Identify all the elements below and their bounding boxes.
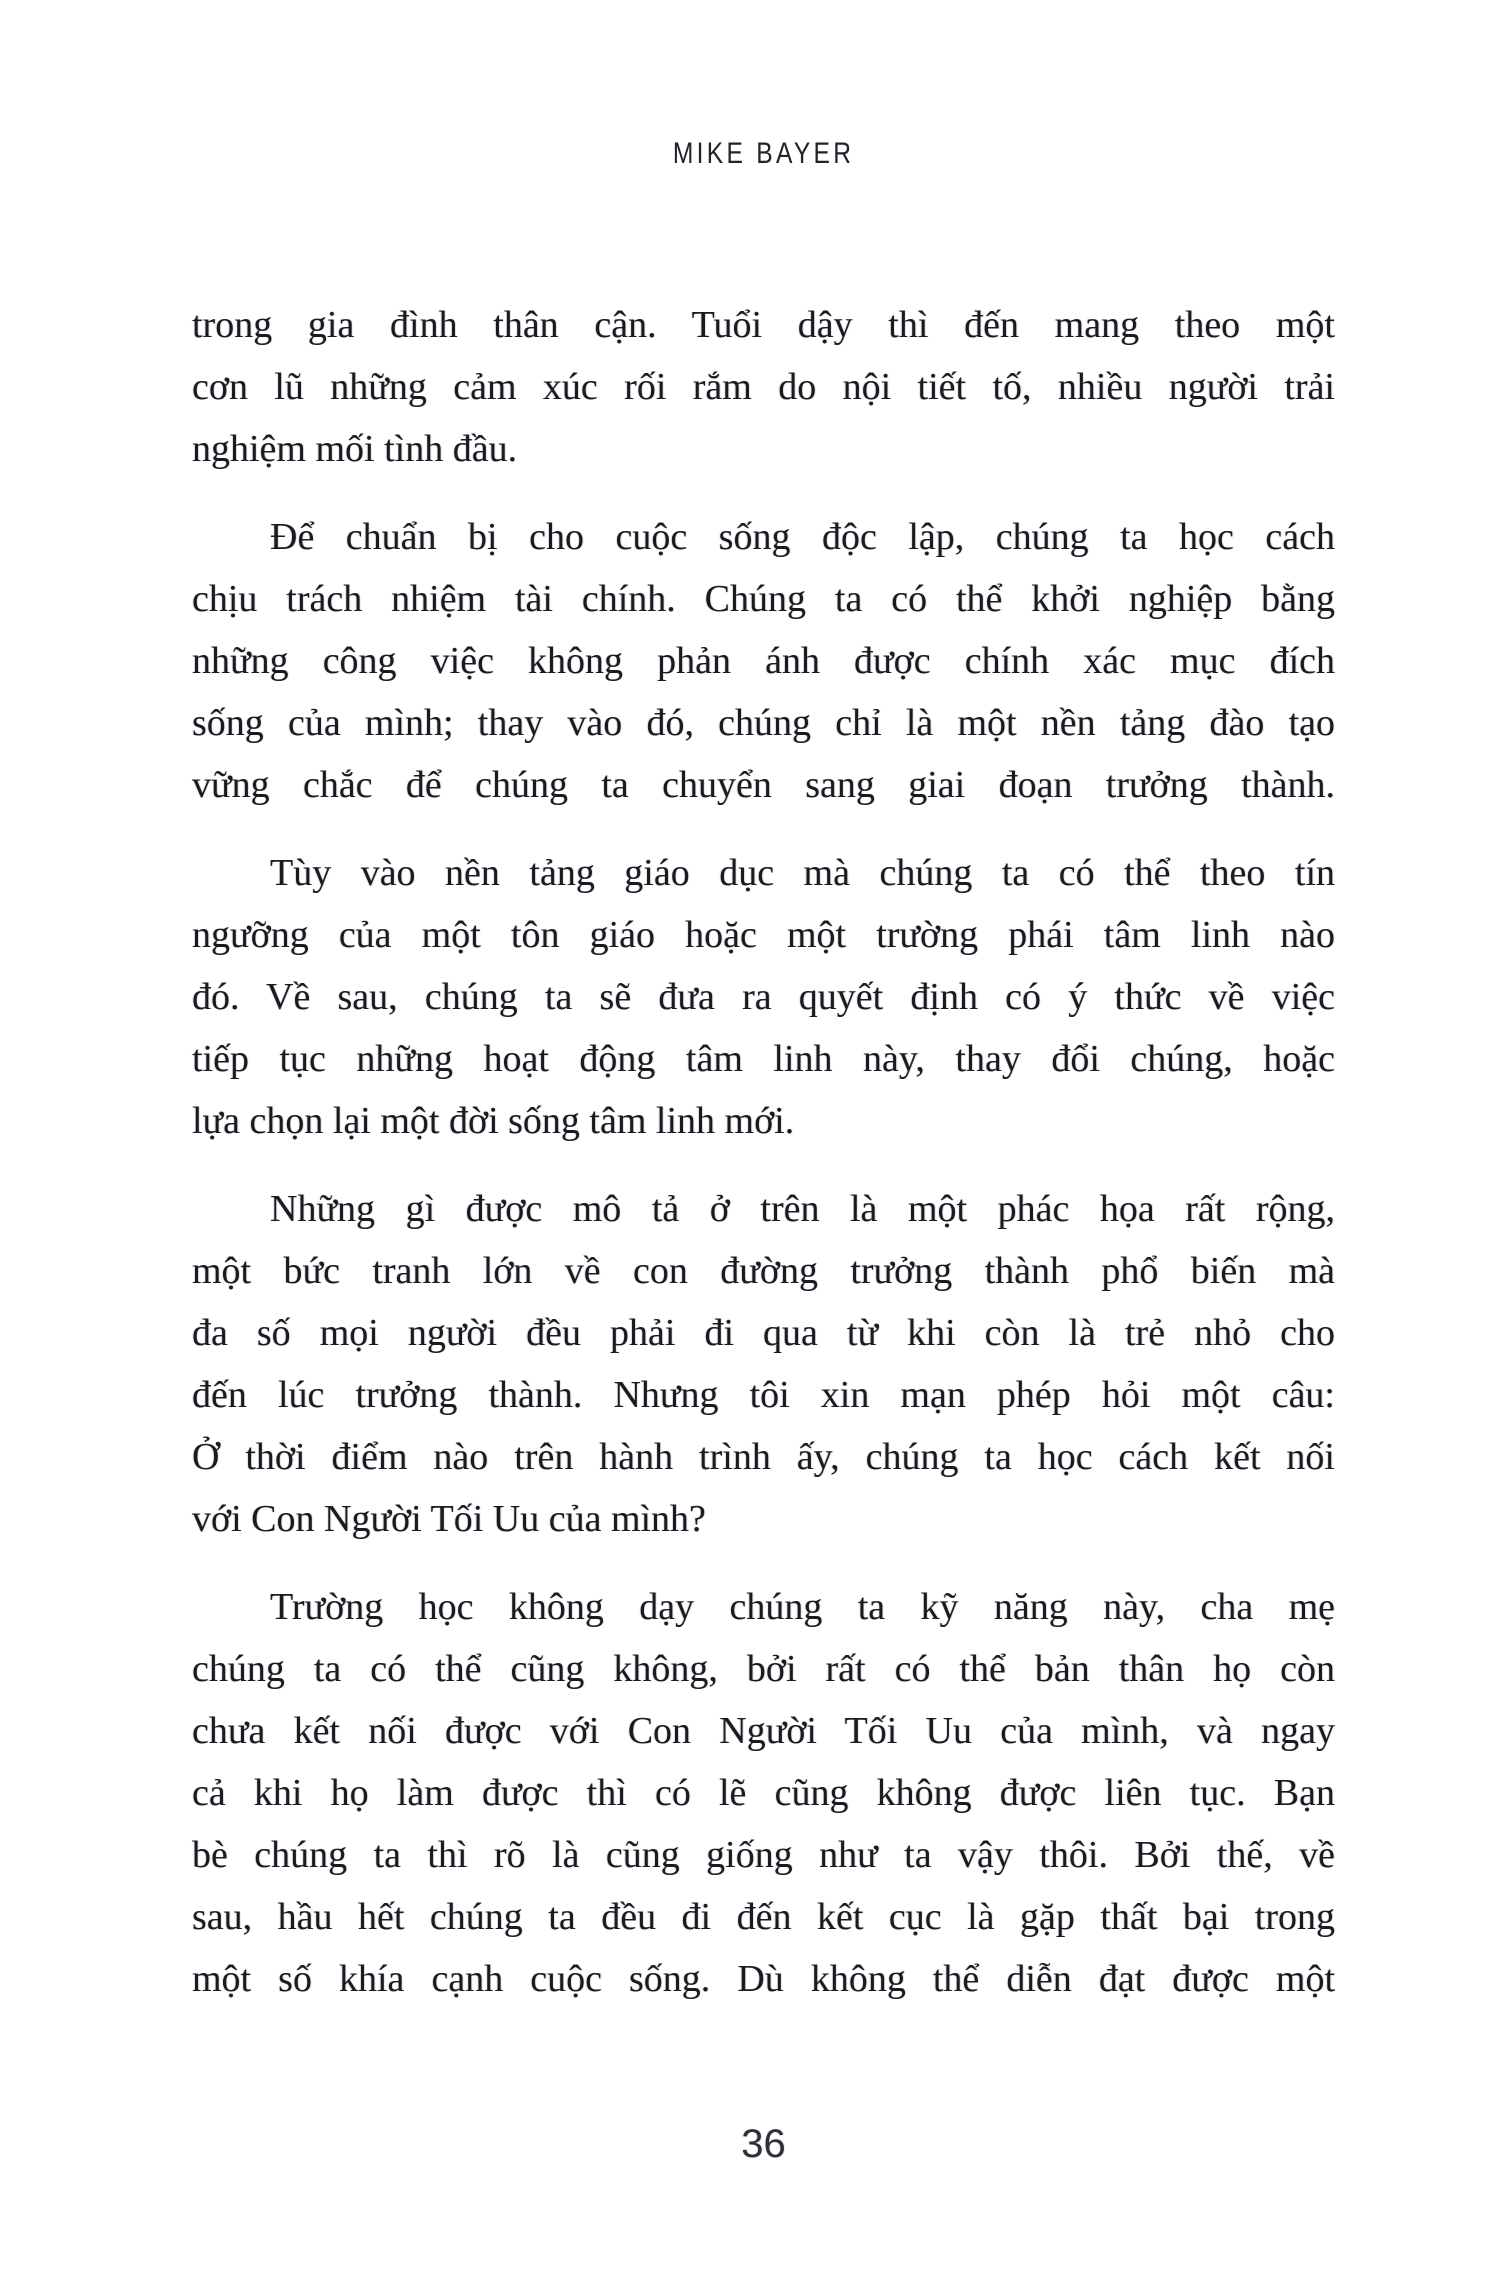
text-line: sống của mình; thay vào đó, chúng chỉ là một nền tảng đào tạo	[192, 702, 1335, 744]
text-line: cơn lũ những cảm xúc rối rắm do nội tiết tố, nhiều người trải	[192, 366, 1335, 408]
text-line: một bức tranh lớn về con đường trưởng thành phổ biến mà	[192, 1250, 1335, 1292]
text-line: một số khía cạnh cuộc sống. Dù không thể diễn đạt được một	[192, 1958, 1335, 2000]
text-line: chịu trách nhiệm tài chính. Chúng ta có thể khởi nghiệp bằng	[192, 578, 1335, 620]
paragraph	[192, 1178, 1335, 1550]
body-text	[192, 294, 1335, 2036]
text-line: đa số mọi người đều phải đi qua từ khi còn là trẻ nhỏ cho	[192, 1312, 1335, 1354]
running-header	[192, 137, 1335, 171]
paragraph	[192, 506, 1335, 816]
text-line: cả khi họ làm được thì có lẽ cũng không được liên tục. Bạn	[192, 1772, 1335, 1814]
text-line: sau, hầu hết chúng ta đều đi đến kết cục là gặp thất bại trong	[192, 1896, 1335, 1938]
text-line: tiếp tục những hoạt động tâm linh này, thay đổi chúng, hoặc	[192, 1038, 1335, 1080]
text-line: trong gia đình thân cận. Tuổi dậy thì đến mang theo một	[192, 304, 1335, 346]
text-line: chúng ta có thể cũng không, bởi rất có thể bản thân họ còn	[192, 1648, 1335, 1690]
text-line: Trường học không dạy chúng ta kỹ năng này, cha mẹ	[270, 1586, 1335, 1628]
text-line: vững chắc để chúng ta chuyển sang giai đoạn trưởng thành.	[192, 764, 1335, 806]
paragraph	[192, 294, 1335, 480]
page-number: 36	[741, 2122, 786, 2166]
text-line: với Con Người Tối Uu của mình?	[192, 1498, 706, 1540]
text-line: Ở thời điểm nào trên hành trình ấy, chúng ta học cách kết nối	[192, 1436, 1335, 1478]
text-line: đến lúc trưởng thành. Nhưng tôi xin mạn phép hỏi một câu:	[192, 1374, 1335, 1416]
text-line: nghiệm mối tình đầu.	[192, 428, 518, 470]
text-line: chưa kết nối được với Con Người Tối Uu của mình, và ngay	[192, 1710, 1335, 1752]
paragraph	[192, 1576, 1335, 2010]
text-line: lựa chọn lại một đời sống tâm linh mới.	[192, 1100, 795, 1142]
text-line: Những gì được mô tả ở trên là một phác họa rất rộng,	[270, 1188, 1335, 1230]
text-line: đó. Về sau, chúng ta sẽ đưa ra quyết định có ý thức về việc	[192, 976, 1335, 1018]
paragraph	[192, 842, 1335, 1152]
text-line: Tùy vào nền tảng giáo dục mà chúng ta có thể theo tín	[270, 852, 1335, 894]
text-line: ngưỡng của một tôn giáo hoặc một trường phái tâm linh nào	[192, 914, 1335, 956]
text-line: Để chuẩn bị cho cuộc sống độc lập, chúng ta học cách	[270, 516, 1335, 558]
running-header-text: MIKE BAYER	[672, 137, 855, 170]
text-line: những công việc không phản ánh được chính xác mục đích	[192, 640, 1335, 682]
text-line: bè chúng ta thì rõ là cũng giống như ta vậy thôi. Bởi thế, về	[192, 1834, 1335, 1876]
